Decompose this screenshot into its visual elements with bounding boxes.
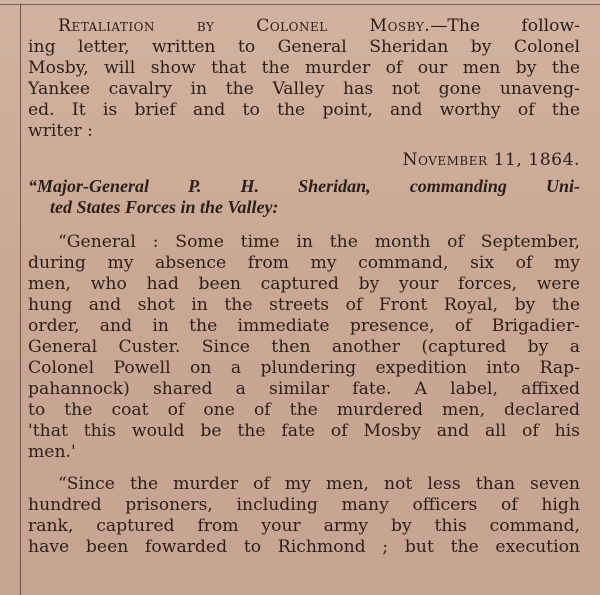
column-rule-left	[20, 4, 21, 595]
letter-line: order, and in the immediate presence, of Brigadier-	[28, 316, 580, 336]
intro-line: Yankee cavalry in the Valley has not gone unaveng-	[28, 79, 580, 99]
paragraph-line: have been fowarded to Richmond ; but the execution	[28, 537, 580, 557]
letter-line: “General : Some time in the month of September,	[58, 232, 580, 252]
letter-line: pahannock) shared a similar fate. A label, affixed	[28, 379, 580, 399]
letter-line: General Custer. Since then another (captured by a	[28, 337, 580, 357]
intro-line: ed. It is brief and to the point, and worthy of the	[28, 100, 580, 120]
letter-line: men.'	[28, 442, 76, 462]
intro-line: —The follow-	[430, 16, 580, 36]
intro-line: Mosby, will show that the murder of our men by the	[28, 58, 580, 78]
salutation-line: “Major-General P. H. Sheridan, commanding Uni-	[28, 176, 580, 196]
letter-line: to the coat of one of the murdered men, declared	[28, 400, 580, 420]
salutation-line: ted States Forces in the Valley:	[50, 197, 279, 217]
letter-line: hung and shot in the streets of Front Royal, by the	[28, 295, 580, 315]
paragraph-line: hundred prisoners, including many officers of high	[28, 495, 580, 515]
letter-line: during my absence from my command, six of my	[28, 253, 580, 273]
paragraph-line: “Since the murder of my men, not less than seven	[58, 474, 580, 494]
intro-line: writer :	[28, 121, 93, 141]
paragraph-line: rank, captured from your army by this command,	[28, 516, 580, 536]
title-line	[28, 16, 580, 36]
column-rule-top	[0, 4, 600, 5]
letter-date: November 11, 1864.	[402, 150, 580, 170]
article-title: Retaliation by Colonel Mosby.	[58, 16, 431, 36]
letter-line: men, who had been captured by your forces, were	[28, 274, 580, 294]
letter-line: 'that this would be the fate of Mosby and all of his	[28, 421, 580, 441]
intro-line: ing letter, written to General Sheridan by Colonel	[28, 37, 580, 57]
letter-line: Colonel Powell on a plundering expedition into Rap-	[28, 358, 580, 378]
